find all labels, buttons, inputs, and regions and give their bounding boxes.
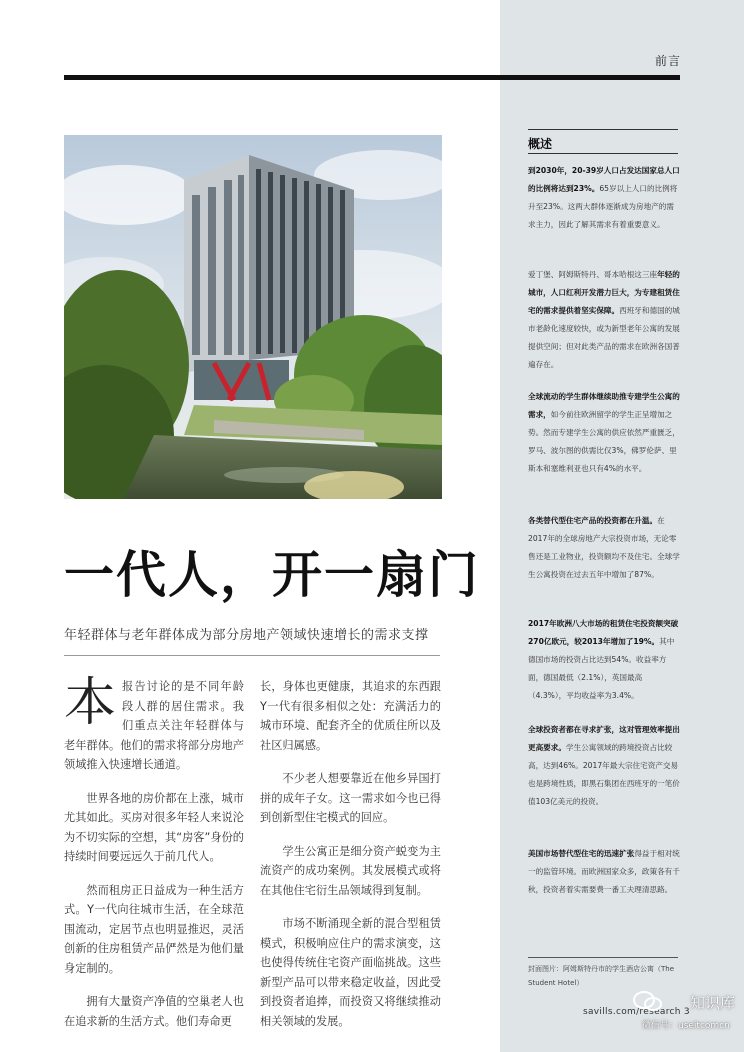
body-column-1 <box>64 673 244 1045</box>
paragraph-text: 报告讨论的是不同年龄段人群的居住需求。我们重点关注年轻群体与老年群体。他们的需求将部分房地产领域推入快速增长通道。 <box>64 680 244 771</box>
overview-title: 概述 <box>528 137 553 151</box>
overview-paragraph: 美国市场替代型住宅的迅速扩张得益于相对统一的监管环境。而欧洲国家众多，政策各有千秋，投资者着实需要费一番工夫理清思路。 <box>528 849 680 894</box>
caption-rule <box>528 957 678 958</box>
overview-title-underline <box>528 153 678 154</box>
overview-paragraph: 到2030年，20-39岁人口占发达国家总人口的比例将达到23%。65岁以上人口的比例将升至23%。这两大群体逐渐成为房地产的需求主力，因此了解其需求有着重要意义。 <box>528 166 680 229</box>
overview-paragraph: 全球投资者都在寻求扩张，这对管理效率提出更高要求。学生公寓领域的跨境投资占比较高，达到46%。2017年最大宗住宅资产交易也是跨境性质，即黑石集团在西班牙的一笔价值103亿美元的投资。 <box>528 725 680 806</box>
overview-paragraph: 全球流动的学生群体继续助推专建学生公寓的需求，如今前往欧洲留学的学生正呈增加之势。然而专建学生公寓的供应依然严重匮乏，罗马、波尔图的供需比仅3%，佛罗伦萨、里斯本和塞维利亚也只有4%的水平。 <box>528 392 680 473</box>
subtitle-rule <box>64 655 440 656</box>
overview-paragraph: 爱丁堡、阿姆斯特丹、哥本哈根这三座年轻的城市，人口红利开发潜力巨大，为专建租赁住宅的需求提供着坚实保障。西班牙和德国的城市老龄化速度较快，或为新型老年公寓的发展提供空间；但对此类产品的需求在欧洲各国普遍存在。 <box>528 270 680 369</box>
drop-cap: 本 <box>64 673 117 733</box>
watermark <box>632 988 742 1038</box>
watermark-id: 微信号：useitcomcn <box>642 1021 730 1031</box>
cover-photo <box>64 135 442 499</box>
body-paragraph: 学生公寓正是细分资产蜕变为主流资产的成功案例。其发展模式或将在其他住宅衍生品领域得到复制。 <box>260 844 441 897</box>
watermark-name: 知识库 <box>690 994 736 1012</box>
body-paragraph: 世界各地的房价都在上涨，城市尤其如此。买房对很多年轻人来说沦为不切实际的空想，其“房客”身份的持续时间要远远久于前几代人。 <box>64 791 244 863</box>
building-photo-illustration <box>64 135 442 499</box>
photo-caption: 封面图片：阿姆斯特丹市的学生酒店公寓（The Student Hotel） <box>528 965 675 987</box>
overview-title-rule <box>528 129 678 130</box>
subtitle: 年轻群体与老年群体成为部分房地产领域快速增长的需求支撑 <box>64 628 429 643</box>
wechat-icon <box>632 990 664 1012</box>
body-column-2 <box>260 677 441 1045</box>
body-paragraph: 然而租房正日益成为一种生活方式。Y一代向往城市生活，在全球范围流动，定居节点也明显推迟，灵活创新的住房租赁产品俨然是为他们量身定制的。 <box>64 883 244 975</box>
headline: 一代人，开一扇门 <box>64 546 480 604</box>
overview-paragraph: 2017年欧洲八大市场的租赁住宅投资额突破270亿欧元，较2013年增加了19%。其中德国市场的投资占比达到54%。收益率方面，德国最低（2.1%），英国最高（4.3%），平均收益率为3.4%。 <box>528 619 679 700</box>
footer-url[interactable]: savills.com/research 3 <box>583 1007 690 1017</box>
body-paragraph: 长，身体也更健康，其追求的东西跟Y一代有很多相似之处：充满活力的城市环境、配套齐全的优质住所以及社区归属感。 <box>260 680 441 752</box>
overview-paragraph: 各类替代型住宅产品的投资都在升温。在2017年的全球房地产大宗投资市场，无论零售还是工业物业，投资额均不及住宅。全球学生公寓投资在过去五年中增加了87%。 <box>528 516 680 579</box>
body-paragraph: 市场不断涌现全新的混合型租赁模式，积极响应住户的需求演变，这也使得传统住宅资产面临挑战。这些新型产品可以带来稳定收益，因此受到投资者追捧，而投资又将继续推动相关领域的发展。 <box>260 917 441 1028</box>
body-paragraph <box>64 673 244 775</box>
body-paragraph: 拥有大量资产净值的空巢老人也在追求新的生活方式。他们寿命更 <box>64 995 244 1028</box>
body-paragraph: 不少老人想要靠近在他乡异国打拼的成年子女。这一需求如今也已得到创新型住宅模式的回应。 <box>260 772 441 824</box>
top-rule <box>64 75 680 80</box>
section-label: 前言 <box>655 54 682 68</box>
